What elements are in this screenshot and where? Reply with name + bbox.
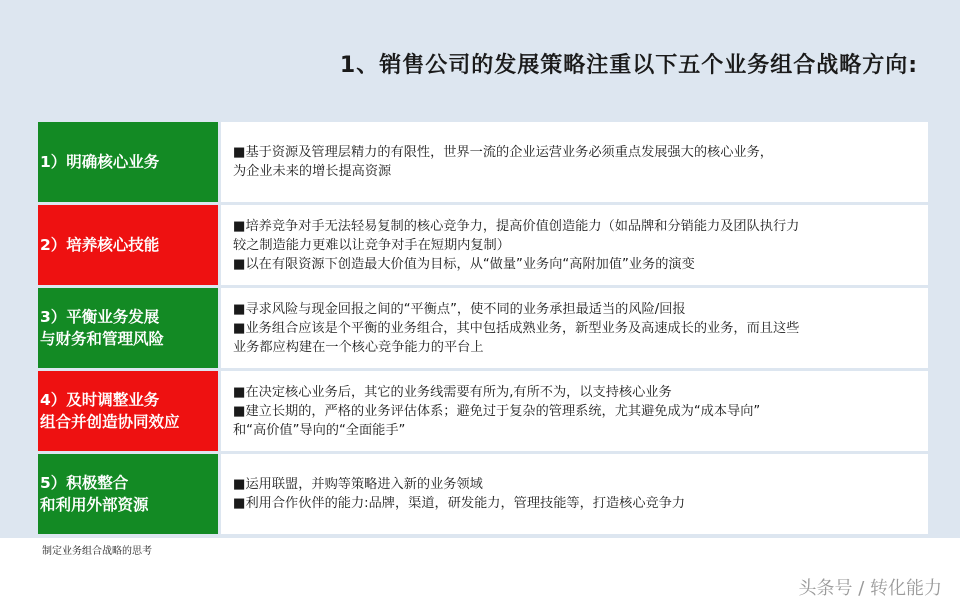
row-content-1 [221, 122, 928, 202]
strategy-row-4 [38, 371, 928, 454]
content-line: ■基于资源及管理层精力的有限性，世界一流的企业运营业务必须重点发展强大的核心业务， [233, 145, 773, 160]
content-line: 业务都应构建在一个核心竞争能力的平台上 [233, 339, 484, 355]
row-label-3 [38, 288, 218, 368]
content-line: ■业务组合应该是个平衡的业务组合，其中包括成熟业务，新型业务及高速成长的业务，而且这些 [233, 320, 800, 336]
content-line: ■建立长期的，严格的业务评估体系；避免过于复杂的管理系统，尤其避免成为“成本导向” [233, 403, 761, 419]
row-label-4 [38, 371, 218, 451]
strategy-row-5 [38, 454, 928, 537]
content-line: ■利用合作伙伴的能力:品牌，渠道，研发能力，管理技能等，打造核心竞争力 [233, 496, 686, 511]
row-content-4 [221, 371, 928, 451]
content-line: 和“高价值”导向的“全面能手” [233, 422, 406, 438]
content-line: 为企业未来的增长提高资源 [233, 164, 392, 179]
content-line: ■在决定核心业务后，其它的业务线需要有所为,有所不为，以支持核心业务 [233, 384, 672, 400]
footnote: 制定业务组合战略的思考 [42, 546, 152, 557]
content-line: ■寻求风险与现金回报之间的“平衡点”，使不同的业务承担最适当的风险/回报 [233, 301, 686, 317]
content-line: ■培养竞争对手无法轻易复制的核心竞争力，提高价值创造能力（如品牌和分销能力及团队执行力 [233, 218, 800, 234]
content-line: ■运用联盟，并购等策略进入新的业务领域 [233, 477, 483, 492]
row-content-2 [221, 205, 928, 285]
row-content-3 [221, 288, 928, 368]
strategy-row-3 [38, 288, 928, 371]
page-title: 1、销售公司的发展策略注重以下五个业务组合战略方向: [339, 53, 918, 78]
row-label-5 [38, 454, 218, 534]
row-label-line: 和利用外部资源 [40, 496, 149, 514]
watermark: 头条号 / 转化能力 [798, 578, 942, 599]
row-label-line: 2）培养核心技能 [40, 236, 160, 254]
strategy-row-2 [38, 205, 928, 288]
row-label-line: 4）及时调整业务 [40, 391, 160, 409]
row-label-line: 组合并创造协同效应 [40, 413, 180, 431]
row-label-line: 与财务和管理风险 [40, 330, 165, 348]
row-content-5 [221, 454, 928, 534]
row-label-1 [38, 122, 218, 202]
strategy-table [38, 122, 928, 537]
row-label-2 [38, 205, 218, 285]
row-label-line: 5）积极整合 [40, 474, 129, 492]
strategy-row-1 [38, 122, 928, 205]
content-line: 较之制造能力更难以让竞争对手在短期内复制） [233, 237, 510, 253]
content-line: ■以在有限资源下创造最大价值为目标，从“做量”业务向“高附加值”业务的演变 [233, 256, 695, 272]
row-label-line: 1）明确核心业务 [40, 153, 160, 171]
row-label-line: 3）平衡业务发展 [40, 308, 160, 326]
